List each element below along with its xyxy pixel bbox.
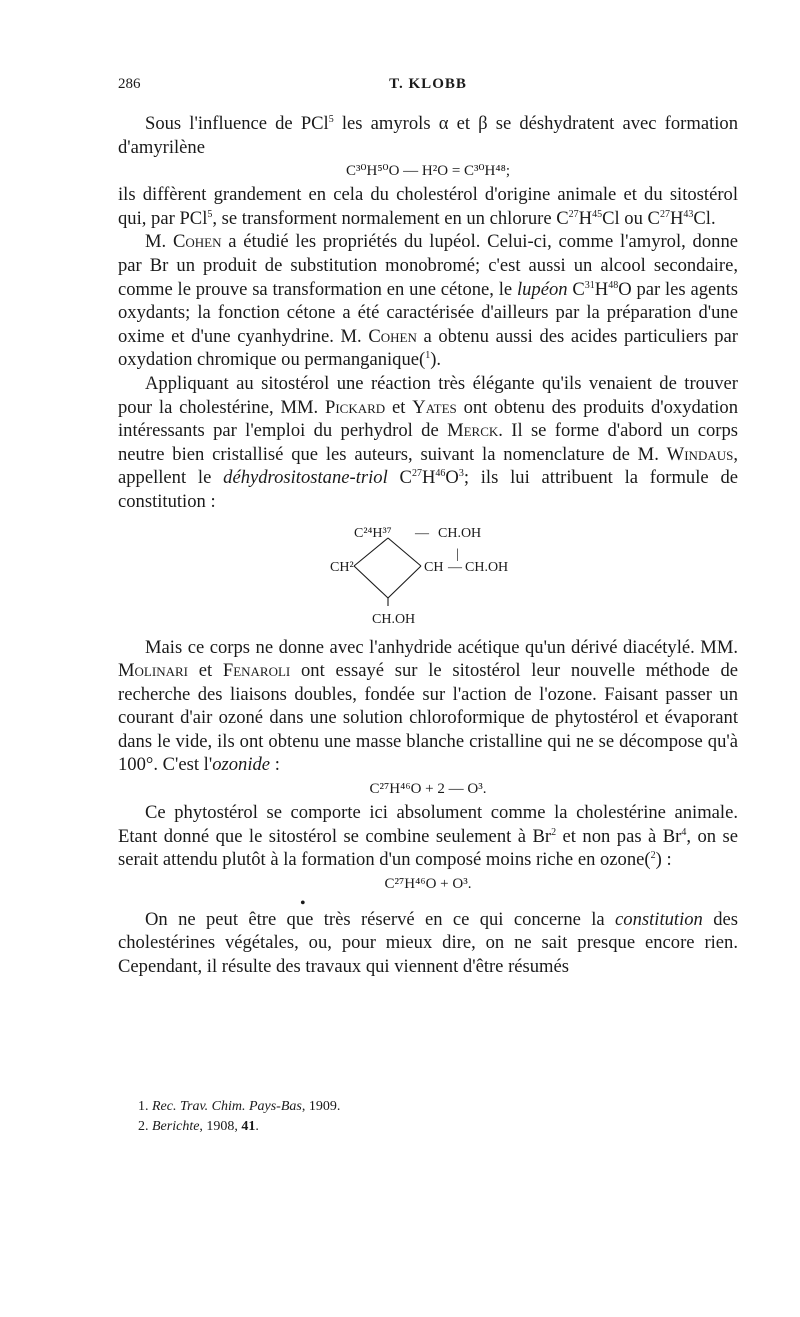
formula: C²⁷H⁴⁶O + O³.: [384, 875, 472, 892]
formula: C²⁷H⁴⁶O + 2 — O³.: [369, 781, 487, 798]
diagram-label: CH.OH: [465, 559, 509, 575]
paragraph: Ce phytostérol se comporte ici absolument comme la cholestérine animale. Etant donné que le sitostérol se combine seulement à Br$^2$ et non pas à Br$^4$, on se serait attendu plutôt à la formation d'un composé moins riche en ozone($^2$) :: [118, 802, 739, 871]
footnotes: [138, 1097, 698, 1137]
author-name: Yates: [412, 396, 457, 418]
diagram-label: |: [456, 546, 459, 562]
running-title: T. KLOBB: [389, 76, 467, 92]
paragraph: M. Cohen a étudié les propriétés du lupéol. Celui-ci, comme l'amyrol, donne par Br un produit de substitution monobromé; c'est aussi un alcool secondaire, comme le prouve sa transformation en une cétone, le lupéon $C^{31}H^{48}O$ par les agents oxydants; la fonction cétone a été caractérisée d'ailleurs par la préparation d'une oxime et d'une cyanhydrine. M. Cohen a obtenu aussi des acides particuliers par oxydation chromique ou permanganique($^1$).: [118, 231, 738, 371]
body-text: [118, 112, 738, 979]
paragraph: ils diffèrent grandement en cela du cholestérol d'origine animale et du sitostérol qui, par PCl$^5$, se transforment normalement en un chlorure $C^{27}H^{45}Cl$ ou $C^{27}H^{43}Cl$.: [118, 184, 738, 229]
author-name: Molinari: [118, 660, 188, 682]
diagram-label: CH.OH: [438, 525, 482, 541]
diagram-label: CH.OH: [372, 611, 416, 627]
diagram-label: CH: [424, 559, 444, 575]
structural-formula-diagram: [118, 518, 738, 630]
stray-dot: •: [300, 894, 306, 912]
author-name: Merck: [447, 420, 499, 442]
diagram-label: CH²: [330, 559, 354, 575]
paragraph: Mais ce corps ne donne avec l'anhydride acétique qu'un dérivé diacétylé. MM. Molinari et Fenaroli ont essayé sur le sitostérol leur nouvelle méthode de recherche des liaisons doubles, fondée sur l'action de l'ozone. Faisant passer un courant d'air ozoné dans une solution chloroformique de phytostérol et évaporant dans le vide, ils ont obtenu une masse blanche cristalline qui ne se décompose qu'à 100°. C'est l'ozonide :: [118, 636, 739, 776]
author-name: Fenaroli: [222, 660, 291, 682]
paragraph: Appliquant au sitostérol une réaction très élégante qu'ils venaient de trouver pour la cholestérine, MM. Pickard et Yates ont obtenu des produits d'oxydation intéressants par l'emploi du perhydrol de Merck. Il se forme d'abord un corps neutre bien cristallisé que les auteurs, suivant la nomenclature de M. Windaus, appellent le déhydrositostane-triol $C^{27}H^{46}O^3$; ils lui attribuent la formule de constitution :: [118, 372, 739, 512]
diagram-label: C²⁴H³⁷: [354, 525, 392, 541]
footnote: 1. Rec. Trav. Chim. Pays-Bas, 1909.: [138, 1099, 341, 1114]
page-header: [118, 76, 738, 100]
author-name: Windaus: [666, 443, 734, 465]
footnote: 2. Berichte, 1908, 41.: [138, 1119, 259, 1134]
author-name: Cohen: [172, 231, 222, 253]
diagram-label: —: [415, 525, 429, 541]
footnote-ref: 2: [650, 850, 656, 862]
diagram-label: —: [448, 559, 462, 575]
paragraph: On ne peut être que très réservé en ce qui concerne la constitution des cholestérines végétales, ou, pour mieux dire, on ne sait presque encore rien. Cependant, il résulte des travaux qui viennent d'être résumés: [118, 908, 738, 978]
footnote-ref: 1: [425, 350, 431, 362]
formula: C³⁰H⁵⁰O — H²O = C³⁰H⁴⁸;: [345, 163, 511, 180]
page-number: 286: [118, 76, 141, 92]
author-name: Pickard: [325, 396, 386, 418]
paragraph: Sous l'influence de PCl$^5$ les amyrols α et β se déshydratent avec formation d'amyrilène: [118, 113, 738, 158]
author-name: Cohen: [368, 325, 417, 347]
ring-bonds: [354, 538, 421, 606]
